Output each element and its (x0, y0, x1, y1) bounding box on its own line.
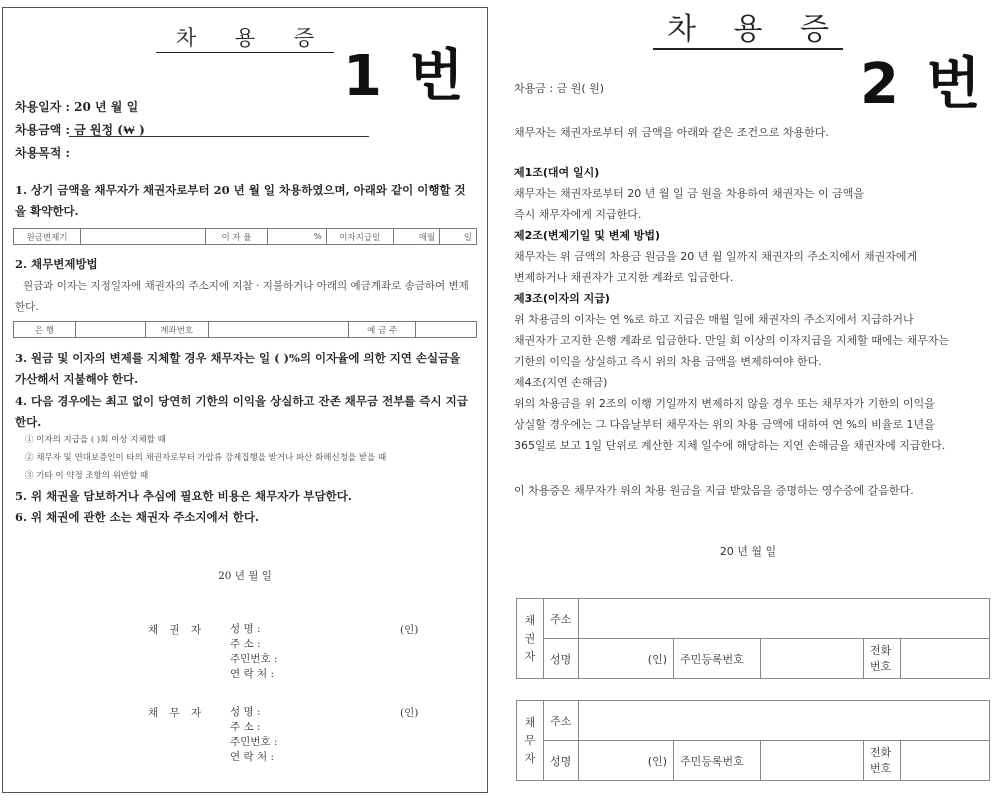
doc2-article-3-line-1: 위 차용금의 이자는 연 %로 하고 지급은 매월 일에 채권자의 주소지에서 지급하거나 (514, 313, 914, 326)
doc1-clause-4-item-1: ① 이자의 지급을 ( )회 이상 지체할 때 (25, 435, 166, 445)
creditor-id-cell (761, 639, 864, 679)
doc1-clause-4-item-2: ② 채무자 및 연대보증인이 타의 채권자로부터 가압류 강제집행을 받거나 파산 화해신청을 받을 때 (25, 453, 387, 463)
debtor-address-cell (579, 701, 990, 741)
doc2-number-badge: 2 번 (860, 52, 985, 117)
doc2-article-4-line-1: 위의 차용금을 위 2조의 이행 기일까지 변제하지 않을 경우 또는 채무자가 기한의 이익을 (514, 397, 935, 410)
doc2-closing-statement: 이 차용증은 채무자가 위의 차용 원금을 지급 받았음을 증명하는 영수증에 갈음한다. (514, 484, 914, 497)
debtor-phone-label: 전화 번호 (864, 741, 901, 781)
interest-day-cell: 일 (440, 229, 477, 245)
creditor-seal-cell: (인) (579, 639, 674, 679)
account-holder-label: 예 금 주 (349, 322, 416, 338)
doc1-number-badge: 1 번 (343, 44, 468, 109)
doc1-clause-2-body: 원금과 이자는 지정일자에 채권자의 주소지에 지참 · 지불하거나 아래의 예금계좌로 송금하여 변제한다. (15, 280, 469, 313)
creditor-seal: (인) (400, 624, 419, 636)
debtor-fields (230, 705, 277, 765)
repayment-date-cell (81, 229, 206, 245)
bank-label: 은 행 (14, 322, 76, 338)
creditor-address-cell (579, 599, 990, 639)
doc2-article-3-title: 제3조(이자의 지급) (514, 292, 610, 305)
doc2-sign-date: 20 년 월 일 (719, 545, 777, 558)
debtor-name-label: 성명 (544, 741, 579, 781)
doc1-amount-line: 차용금액 : 금 원정 (₩ ) (15, 121, 145, 138)
doc2-article-2-title: 제2조(변제기일 및 변제 방법) (514, 229, 661, 242)
doc1-clause-6: 6. 위 채권에 관한 소는 채권자 주소지에서 한다. (15, 510, 259, 524)
doc1-clause-5: 5. 위 채권을 담보하거나 추심에 필요한 비용은 채무자가 부담한다. (15, 489, 352, 503)
creditor-address-label: 주소 (544, 599, 579, 639)
debtor-role-cell: 채 무 자 (517, 701, 544, 781)
debtor-id-field: 주민번호 : (230, 736, 278, 748)
debtor-seal: (인) (400, 707, 419, 719)
creditor-id-field: 주민번호 : (230, 653, 278, 665)
doc1-title: 차 용 증 (3, 22, 487, 52)
bank-cell (75, 322, 145, 338)
doc1-clause-4: 4. 다음 경우에는 최고 없이 당연히 기한의 이익을 상실하고 잔존 채무금 전부를 즉시 지급한다. (15, 394, 468, 429)
account-holder-cell (416, 322, 477, 338)
doc2-amount-line: 차용금 : 금 원( 원) (514, 82, 605, 95)
doc2-creditor-table (516, 598, 990, 679)
interest-rate-label: 이 자 율 (206, 229, 267, 245)
doc1-purpose-line: 차용목적 : (15, 146, 70, 160)
creditor-phone-cell (901, 639, 990, 679)
creditor-address-field: 주 소 : (230, 638, 261, 650)
debtor-contact-field: 연 락 처 : (230, 751, 274, 763)
doc2-article-1-line-1: 채무자는 채권자로부터 20 년 월 일 금 원을 차용하여 채권자는 이 금액을 (514, 187, 864, 200)
doc1-clause-3: 3. 원금 및 이자의 변제를 지체할 경우 채무자는 일 ( )%의 이자율에 의한 지연 손실금을 가산해서 지불해야 한다. (15, 351, 461, 386)
doc1-clause-2-title: 2. 채무변제방법 (15, 257, 98, 271)
debtor-seal-cell: (인) (579, 741, 674, 781)
debtor-address-label: 주소 (544, 701, 579, 741)
doc1-date-line: 차용일자 : 20 년 월 일 (15, 100, 139, 114)
doc1-creditor-block (148, 622, 448, 684)
doc2-article-4-line-2: 상실할 경우에는 그 다음날부터 채무자는 위의 차용 금액에 대하여 연 %의 비율로 1년을 (514, 418, 935, 431)
doc2-article-1-title: 제1조(대여 일시) (514, 166, 600, 179)
interest-day-label: 이자지급일 (326, 229, 393, 245)
doc2-intro: 채무자는 채권자로부터 위 금액을 아래와 같은 조건으로 차용한다. (514, 126, 829, 139)
creditor-name-field: 성 명 : (230, 623, 261, 635)
doc2-article-1-line-2: 즉시 채무자에게 지급한다. (514, 208, 642, 221)
doc1-sign-date: 20 년 월 일 (218, 570, 272, 582)
doc1-clause-4-item-3: ③ 기타 이 약정 조항의 위반할 때 (25, 471, 149, 481)
contract-document-2 (496, 0, 1000, 800)
creditor-id-label: 주민등록번호 (674, 639, 761, 679)
creditor-role-cell: 채 권 자 (517, 599, 544, 679)
doc2-article-2-line-2: 변제하거나 채권자가 고지한 계좌로 입금한다. (514, 271, 734, 284)
doc2-article-4-line-3: 365일로 보고 1일 단위로 계산한 지체 일수에 해당하는 지연 손해금을 채권자에 지급한다. (514, 439, 946, 452)
debtor-address-field: 주 소 : (230, 721, 261, 733)
debtor-label: 채 무 자 (148, 707, 206, 719)
doc2-article-3-line-2: 채권자가 고지한 은행 계좌로 입금한다. 만일 회 이상의 이자지급을 지체할 때에는 채무자는 (514, 334, 950, 347)
debtor-phone-cell (901, 741, 990, 781)
contract-document-1 (2, 7, 488, 793)
doc1-bank-table (13, 321, 477, 338)
creditor-label: 채 권 자 (148, 624, 206, 636)
doc2-debtor-table (516, 700, 990, 781)
creditor-contact-field: 연 락 처 : (230, 668, 274, 680)
doc2-title: 차 용 증 (496, 4, 1000, 48)
interest-month-cell: 매월 (393, 229, 440, 245)
doc2-article-3-line-3: 기한의 이익을 상실하고 즉시 위의 차용 금액을 변제하여야 한다. (514, 355, 822, 368)
doc2-article-4-title: 제4조(지연 손해금) (514, 376, 608, 389)
doc1-repayment-table (13, 228, 477, 245)
debtor-id-label: 주민등록번호 (674, 741, 761, 781)
account-number-cell (208, 322, 349, 338)
doc1-clause-1: 1. 상기 금액을 채무자가 채권자로부터 20 년 월 일 차용하였으며, 아래와 같이 이행할 것을 확약한다. (15, 183, 466, 218)
doc1-debtor-block (148, 705, 448, 767)
repayment-date-label: 원금변제기 (14, 229, 81, 245)
interest-rate-cell: % (267, 229, 326, 245)
creditor-fields (230, 622, 277, 682)
creditor-phone-label: 전화 번호 (864, 639, 901, 679)
doc2-article-2-line-1: 채무자는 위 금액의 차용금 원금을 20 년 월 일까지 채권자의 주소지에서 채권자에게 (514, 250, 918, 263)
creditor-name-label: 성명 (544, 639, 579, 679)
debtor-id-cell (761, 741, 864, 781)
debtor-name-field: 성 명 : (230, 706, 261, 718)
account-number-label: 계좌번호 (145, 322, 208, 338)
